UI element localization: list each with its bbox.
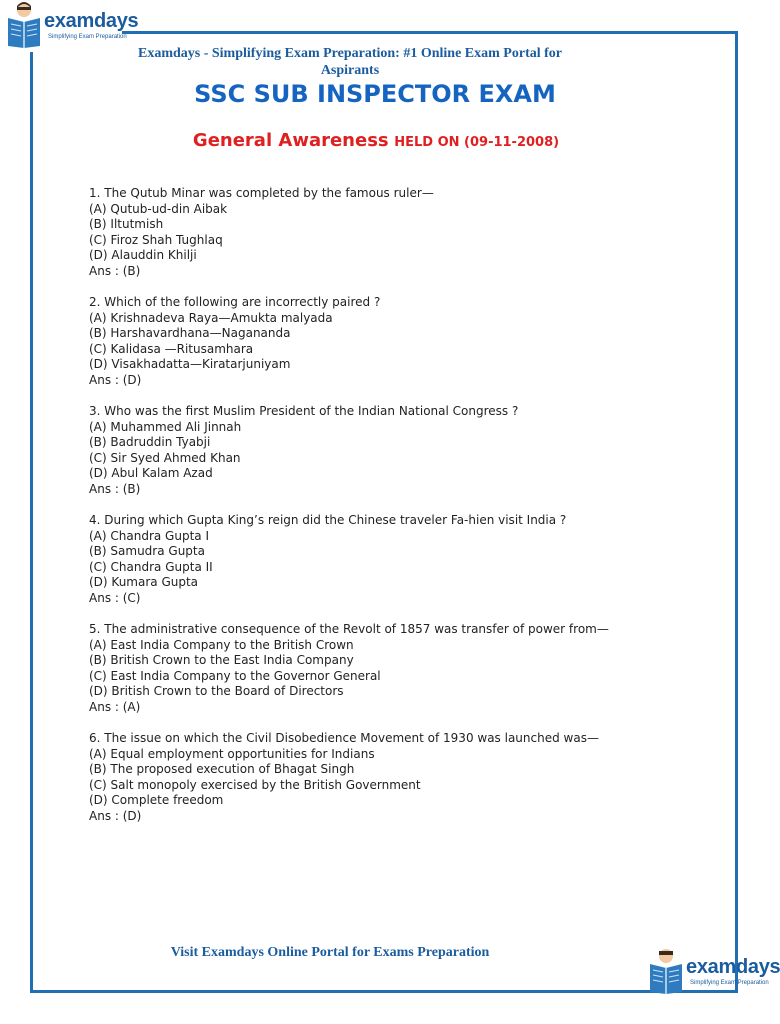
option-d: (D) British Crown to the Board of Directors xyxy=(89,684,344,698)
answer: Ans : (A) xyxy=(89,699,141,714)
question-text: 6. The issue on which the Civil Disobedience Movement of 1930 was launched was— xyxy=(89,731,599,745)
option-a: (A) Krishnadeva Raya—Amukta malyada xyxy=(89,310,333,325)
reader-book-icon xyxy=(648,948,684,994)
subtitle xyxy=(0,130,752,151)
option-b: (B) The proposed execution of Bhagat Singh xyxy=(89,762,355,776)
question-item xyxy=(89,731,709,824)
option-a: (A) East India Company to the British Crown xyxy=(89,637,354,652)
option-c: (C) Sir Syed Ahmed Khan xyxy=(89,450,241,465)
subject-title: General Awareness xyxy=(192,130,389,151)
option-a: (A) Muhammed Ali Jinnah xyxy=(89,419,242,434)
option-b: (B) British Crown to the East India Company xyxy=(89,653,354,667)
option-b: (B) Samudra Gupta xyxy=(89,544,205,558)
header-tagline: Examdays - Simplifying Exam Preparation: #1 Online Exam Portal for Aspirants xyxy=(137,46,562,78)
brand-name: examdays xyxy=(44,9,139,32)
question-item xyxy=(89,404,709,497)
question-text: 1. The Qutub Minar was completed by the famous ruler— xyxy=(89,186,434,200)
question-text: 2. Which of the following are incorrectly paired ? xyxy=(89,295,381,309)
reader-book-icon xyxy=(6,2,42,48)
question-item xyxy=(89,295,709,388)
option-d: (D) Kumara Gupta xyxy=(89,575,199,589)
held-on-date: HELD ON (09-11-2008) xyxy=(394,135,560,150)
option-d: (D) Alauddin Khilji xyxy=(89,248,197,262)
page-frame-bottom xyxy=(30,990,738,993)
question-item xyxy=(89,622,709,715)
answer: Ans : (B) xyxy=(89,481,141,496)
answer: Ans : (D) xyxy=(89,808,142,823)
option-b: (B) Harshavardhana—Nagananda xyxy=(89,326,291,340)
question-text: 4. During which Gupta King’s reign did the Chinese traveler Fa-hien visit India ? xyxy=(89,513,567,527)
page-frame-top xyxy=(122,31,738,34)
examdays-logo-bottom[interactable] xyxy=(648,948,780,994)
answer: Ans : (D) xyxy=(89,372,142,387)
brand-tagline: Simplifying Exam Preparation xyxy=(690,979,769,986)
brand-name: examdays xyxy=(686,955,780,978)
option-c: (C) East India Company to the Governor General xyxy=(89,668,381,683)
option-c: (C) Chandra Gupta II xyxy=(89,559,213,574)
answer: Ans : (C) xyxy=(89,590,141,605)
option-a: (A) Qutub-ud-din Aibak xyxy=(89,201,228,216)
option-a: (A) Chandra Gupta I xyxy=(89,528,209,543)
question-item xyxy=(89,513,709,606)
page-frame-left xyxy=(30,52,33,993)
question-list xyxy=(89,186,709,840)
question-text: 5. The administrative consequence of the Revolt of 1857 was transfer of power from— xyxy=(89,622,609,636)
option-d: (D) Visakhadatta—Kiratarjuniyam xyxy=(89,357,291,371)
answer: Ans : (B) xyxy=(89,263,141,278)
footer-portal-link[interactable]: Visit Examdays Online Portal for Exams Preparation xyxy=(170,945,490,960)
examdays-logo-top[interactable] xyxy=(6,2,138,48)
question-text: 3. Who was the first Muslim President of the Indian National Congress ? xyxy=(89,404,519,418)
question-item xyxy=(89,186,709,279)
option-a: (A) Equal employment opportunities for Indians xyxy=(89,746,375,761)
brand-tagline: Simplifying Exam Preparation xyxy=(48,33,127,40)
option-c: (C) Firoz Shah Tughlaq xyxy=(89,232,223,247)
option-d: (D) Abul Kalam Azad xyxy=(89,466,213,480)
option-c: (C) Kalidasa —Ritusamhara xyxy=(89,341,254,356)
option-d: (D) Complete freedom xyxy=(89,793,224,807)
page-frame-right xyxy=(735,31,738,993)
option-c: (C) Salt monopoly exercised by the British Government xyxy=(89,777,421,792)
option-b: (B) Iltutmish xyxy=(89,217,164,231)
exam-title: SSC SUB INSPECTOR EXAM xyxy=(194,80,556,108)
option-b: (B) Badruddin Tyabji xyxy=(89,435,211,449)
